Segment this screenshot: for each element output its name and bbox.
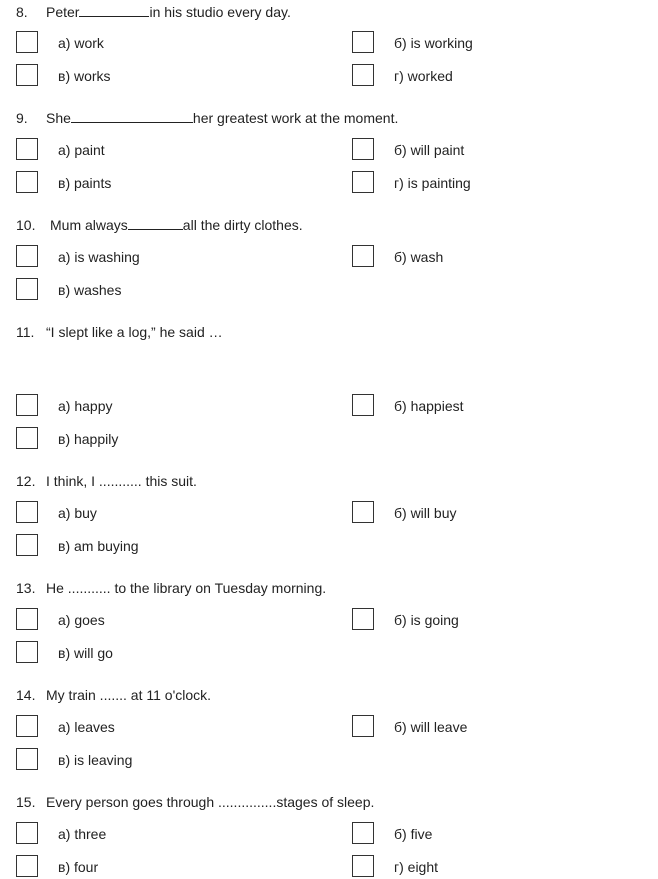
answer-option-label: в) am buying	[58, 538, 139, 554]
answer-checkbox[interactable]	[16, 394, 38, 416]
answer-checkbox[interactable]	[352, 394, 374, 416]
answer-option-label: б) will buy	[394, 505, 457, 521]
question-number: 9.	[16, 110, 28, 126]
question-number: 8.	[16, 4, 28, 20]
answer-checkbox[interactable]	[352, 715, 374, 737]
answer-checkbox[interactable]	[16, 501, 38, 523]
answer-checkbox[interactable]	[352, 608, 374, 630]
question-text: She	[46, 110, 71, 126]
answer-option-label: б) is going	[394, 612, 459, 628]
answer-checkbox[interactable]	[352, 855, 374, 877]
question-line	[16, 793, 374, 811]
answer-checkbox[interactable]	[16, 245, 38, 267]
answer-option-label: а) work	[58, 35, 104, 51]
question-text: “I slept like a log,” he said …	[46, 324, 223, 340]
answer-option-label: в) washes	[58, 282, 122, 298]
question-text: I think, I ........... this suit.	[46, 473, 197, 489]
answer-checkbox[interactable]	[16, 822, 38, 844]
answer-checkbox[interactable]	[16, 608, 38, 630]
answer-checkbox[interactable]	[352, 245, 374, 267]
question-text: her greatest work at the moment.	[192, 110, 399, 126]
answer-checkbox[interactable]	[352, 138, 374, 160]
answer-option-label: б) will leave	[394, 719, 468, 735]
answer-option-label: в) four	[58, 859, 99, 875]
answer-checkbox[interactable]	[16, 641, 38, 663]
question-text: in his studio every day.	[149, 4, 291, 20]
answer-option-label: г) worked	[394, 68, 453, 84]
question-line	[16, 216, 303, 234]
answer-option-label: в) will go	[58, 645, 113, 661]
question-line	[16, 472, 197, 490]
question-text: He ........... to the library on Tuesday morning.	[46, 580, 327, 596]
answer-option-label: а) buy	[58, 505, 97, 521]
question-text: Mum always	[50, 217, 128, 233]
answer-option-label: б) wash	[394, 249, 444, 265]
question-text: Every person goes through ...............stages of sleep.	[46, 794, 375, 810]
question-number: 10.	[16, 217, 36, 233]
answer-option-label: г) is painting	[394, 175, 471, 191]
question-number: 11.	[16, 324, 35, 340]
answer-option-label: в) happily	[58, 431, 119, 447]
answer-blank	[128, 216, 183, 230]
answer-blank	[71, 109, 193, 123]
answer-checkbox[interactable]	[352, 31, 374, 53]
answer-option-label: а) goes	[58, 612, 105, 628]
answer-checkbox[interactable]	[16, 31, 38, 53]
answer-option-label: а) leaves	[58, 719, 115, 735]
answer-checkbox[interactable]	[16, 534, 38, 556]
question-number: 13.	[16, 580, 36, 596]
answer-blank	[79, 3, 149, 17]
answer-checkbox[interactable]	[352, 822, 374, 844]
answer-checkbox[interactable]	[16, 64, 38, 86]
question-number: 12.	[16, 473, 36, 489]
answer-checkbox[interactable]	[16, 715, 38, 737]
answer-checkbox[interactable]	[16, 748, 38, 770]
answer-option-label: в) works	[58, 68, 111, 84]
question-line	[16, 579, 326, 597]
answer-option-label: г) eight	[394, 859, 439, 875]
answer-checkbox[interactable]	[16, 427, 38, 449]
answer-checkbox[interactable]	[16, 855, 38, 877]
answer-checkbox[interactable]	[16, 171, 38, 193]
answer-option-label: а) happy	[58, 398, 113, 414]
answer-option-label: б) is working	[394, 35, 473, 51]
question-text: Peter	[46, 4, 80, 20]
question-line	[16, 3, 291, 21]
answer-option-label: в) paints	[58, 175, 112, 191]
question-line	[16, 686, 211, 704]
answer-checkbox[interactable]	[16, 278, 38, 300]
question-number: 14.	[16, 687, 36, 703]
answer-option-label: а) three	[58, 826, 107, 842]
question-line	[16, 109, 398, 127]
answer-option-label: а) paint	[58, 142, 105, 158]
answer-checkbox[interactable]	[352, 64, 374, 86]
answer-option-label: б) will paint	[394, 142, 465, 158]
answer-option-label: б) happiest	[394, 398, 464, 414]
question-line	[16, 323, 223, 341]
question-text: all the dirty clothes.	[182, 217, 303, 233]
question-number: 15.	[16, 794, 36, 810]
answer-option-label: б) five	[394, 826, 433, 842]
answer-checkbox[interactable]	[352, 171, 374, 193]
question-text: My train ....... at 11 o'clock.	[46, 687, 212, 703]
answer-option-label: в) is leaving	[58, 752, 133, 768]
answer-checkbox[interactable]	[352, 501, 374, 523]
answer-checkbox[interactable]	[16, 138, 38, 160]
answer-option-label: а) is washing	[58, 249, 140, 265]
